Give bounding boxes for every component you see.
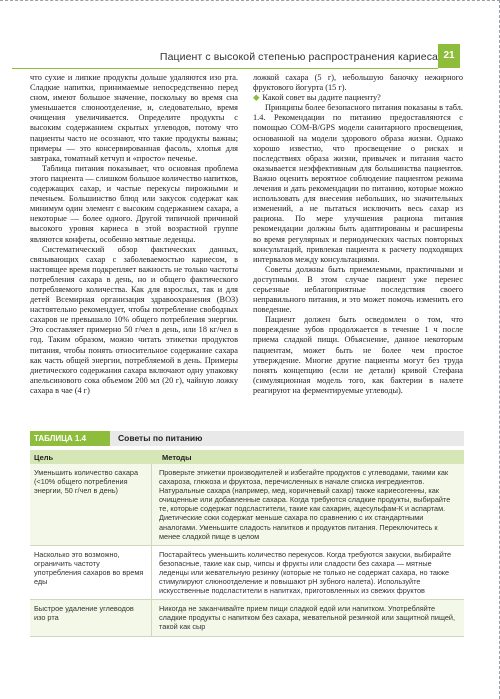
header-rule [12,68,438,69]
table-column-headers [30,450,464,464]
paragraph: Пациент должен быть осведомлен о том, что повреждение зубов продолжается в течение 1 ч после приема сладкой пищи. Объяснение, данное некоторым пациентам, может быть не более чем простое утверждение. Многие другие пациенты могут без труда понять концепцию (если не детали) кривой Стефана (симуляционная модель того, как бактерии в налете реагируют на ферментируемые углеводы). [253,315,463,395]
table-row [30,546,464,600]
paragraph: ложкой сахара (5 г), небольшую баночку нежирного фруктового йогурта (15 г). [253,73,463,93]
left-column [30,73,238,396]
methods-cell: Проверьте этикетки производителей и избегайте продуктов с углеводами, такими как сахароза, глюкоза и фруктоза, перечисленных в начале списка ингредиентов. Натуральные сахара (например, мед, коричневый сахар) также кариесогенны, как очищенные или добавленные сахара. Когда требуются сладкие продукты, выбирайте те, которые содержат подсластители, такие как сахарин, ацесульфам-К и аспартам. Диетические соки содержат меньше сахара по сравнению с их стандартными аналогами. Уменьшите сладость напитков и продуктов питания. Переключитесь к менее сладкой пище в целом [159,468,451,541]
paragraph: Систематический обзор фактических данных, связывающих сахар с заболеваемостью кариесом, в настоящее время подкрепляет важность не только частоты потребления сахара в день, но и общего фактического потребляемого количества. Как для взрослых, так и для детей Всемирная организация здравоохранения (ВОЗ) настоятельно рекомендует, чтобы потребление свободных сахаров не превышало 10% общего потребления энергии. Это составляет примерно 50 г/чел в день, или 18 кг/чел в год. Таким образом, можно читать этикетки продуктов питания, чтобы понять относительное содержание сахара как часть общей энергии, потребляемой в день. Примеры диетического содержания сахара включают одну упаковку апельсинового сока объемом 200 мл (20 г), чайную ложку сахара в чае (4 г) [30,244,238,395]
paragraph: Принципы более безопасного питания показаны в табл. 1.4. Рекомендации по питанию предоставляются с помощью COM-B/GPS модели санитарного просвещения, основанной на модели здорового образа жизни. Однако хорошо известно, что просвещение о рисках и последствиях образа жизни, привычек и питания часто оказывается неэффективным для большинства пациентов. Важно оценить вероятное соблюдение пациентом режима лечения и дать рекомендации по питанию, которые можно использовать для внесения небольших, но значительных изменений, а не пытаться исключить весь сахар из рациона. По мере улучшения рациона питания рекомендации должны быть адаптированы и расширены во время регулярных и периодических частых повторных консультаций, привлекая пациента к расчету подходящих интервалов между консультациями. [253,103,463,264]
diamond-bullet-icon: ◆ [253,93,260,103]
column-header-methods: Методы [162,453,192,462]
methods-cell: Никогда не заканчивайте прием пищи сладкой едой или напитком. Употребляйте сладкие продукты с напитком без сахара, жевательной резинкой или защитной пищей, такой как сыр [159,604,456,632]
paragraph: Таблица питания показывает, что основная проблема этого пациента — слишком большое количество напитков, содержащих сахар, и частые перекусы пирожными и печеньем. Большинство блюд или закусок содержат как минимум один элемент с высоким содержанием сахара, а некоторые — более одного. Другой типичной причиной высокого уровня кариеса в этой возрастной группе являются конфеты, особенно мятные леденцы. [30,163,238,244]
running-header [0,44,500,70]
table-row [30,464,464,546]
question-text: Какой совет вы дадите пациенту? [262,93,381,103]
table-label: ТАБЛИЦА 1.4 [30,431,110,446]
table-header [30,431,464,446]
running-title: Пациент с высокой степенью распространения кариеса [159,51,438,63]
page-number: 21 [443,50,455,61]
paragraph: что сухие и липкие продукты дольше удаляются изо рта. Сладкие напитки, принимаемые непосредственно перед сном, имеют большое значение, поскольку во время сна уменьшается слюноотделение, и, следовательно, время очищения увеличивается. Определите продукты с высоким содержанием скрытых углеводов, потому что пациенты часто не осознают, что такие продукты важны; примеры — это консервированная фасоль, хлопья для завтрака, томатный кетчуп и «просто» печенье. [30,73,238,163]
column-header-goal: Цель [34,453,54,462]
paragraph: Советы должны быть приемлемыми, практичными и доступными. В этом случае пациент уже перенес серьезные неблагоприятные последствия своего неправильного питания, и это может помочь изменить его поведение. [253,264,463,315]
goal-cell: Быстрое удаление углеводов изо рта [30,600,152,635]
goal-cell: Насколько это возможно, ограничить частоту употребления сахаров во время еды [30,546,152,599]
methods-cell: Постарайтесь уменьшить количество перекусов. Когда требуются закуски, выбирайте безопасные, такие как сыр, чипсы и фрукты или сладости без сахара — мятные леденцы или жевательную резинку (которые не только не содержат сахара, но также стимулируют слюноотделение и повышают pH зубного налета). Используйте искусственные подсластители в напитках, приготовленных из свежих фруктов [159,549,452,596]
right-column [253,73,463,396]
question-heading [253,93,463,103]
diet-advice-table [30,431,464,637]
table-title: Советы по питанию [118,433,203,443]
table-row [30,600,464,636]
goal-cell: Уменьшить количество сахара (<10% общего потребления энергии, 50 г/чел в день) [30,464,152,545]
